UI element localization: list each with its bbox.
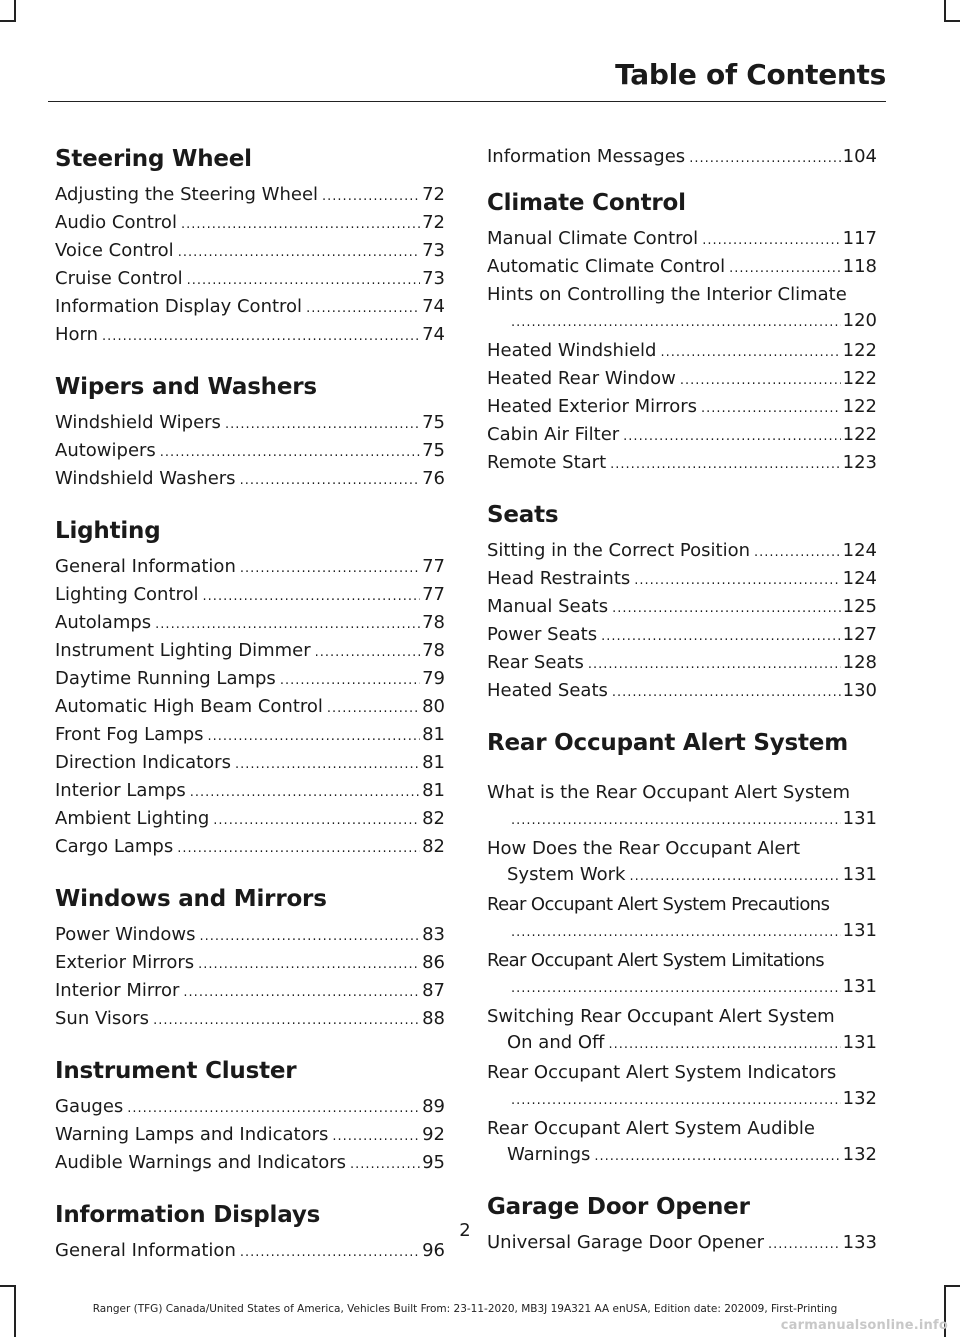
leader-dots [601,624,841,650]
toc-entry-page: 78 [422,612,445,633]
toc-entry[interactable] [487,1060,877,1114]
leader-dots [612,680,841,706]
leader-dots [729,256,841,282]
toc-entry-label: Rear Seats [487,652,584,673]
leader-dots [181,212,420,238]
leader-dots [610,452,840,478]
leader-dots [306,296,420,322]
toc-entry[interactable] [55,922,445,950]
toc-entry-label: Cruise Control [55,268,183,289]
leader-dots [660,340,840,366]
toc-entry-label: How Does the Rear Occupant Alert [487,838,801,859]
toc-entry-label: Sitting in the Correct Position [487,540,750,561]
toc-entry-page: 79 [422,668,445,689]
toc-entry-page: 132 [842,1144,877,1165]
toc-entry-page: 104 [842,146,877,167]
crop-mark [0,20,16,22]
leader-dots [225,412,420,438]
leader-dots [634,568,840,594]
toc-entry[interactable] [487,622,877,650]
toc-section [55,516,445,862]
toc-entry[interactable] [487,450,877,478]
toc-section-title: Information Displays [55,1202,321,1228]
toc-entry[interactable] [55,610,445,638]
toc-entry-label: Rear Occupant Alert System Precautions [487,894,830,915]
toc-entry-label: Interior Lamps [55,780,186,801]
toc-entry-page: 87 [422,980,445,1001]
toc-entry[interactable] [55,778,445,806]
leader-dots [511,920,841,946]
crop-mark [14,0,16,20]
leader-dots [240,1240,420,1266]
toc-entry-label: Power Seats [487,624,598,645]
toc-entry-page: 74 [422,324,445,345]
toc-left-column [55,144,445,1288]
toc-entry-label: Horn [55,324,99,345]
toc-entry-label: Heated Seats [487,680,608,701]
toc-entry[interactable] [55,582,445,610]
toc-entry[interactable] [55,694,445,722]
toc-entry[interactable] [55,722,445,750]
toc-entry[interactable] [55,182,445,210]
crop-mark [944,1285,960,1287]
leader-dots [623,424,840,450]
toc-entry[interactable] [487,226,877,254]
toc-entry-label: Autowipers [55,440,156,461]
leader-dots [127,1096,420,1122]
toc-entry-label: Head Restraints [487,568,631,589]
toc-entry-page: 82 [422,808,445,829]
toc-entry-label: System Work [507,864,626,885]
page-number: 2 [459,1220,471,1241]
toc-entry[interactable] [487,422,877,450]
toc-entry-label: Voice Control [55,240,174,261]
toc-entry-label: Cargo Lamps [55,836,174,857]
toc-entry-page: 82 [422,836,445,857]
toc-entry-label: Interior Mirror [55,980,180,1001]
leader-dots [702,228,840,254]
toc-entry-label: Direction Indicators [55,752,231,773]
toc-entry-label: Rear Occupant Alert System Audible [487,1118,815,1139]
toc-entry-label: Daytime Running Lamps [55,668,276,689]
toc-entry[interactable] [55,466,445,494]
toc-entry-page: 118 [842,256,877,277]
toc-section-title: Instrument Cluster [55,1058,297,1084]
toc-entry[interactable] [55,238,445,266]
toc-section [55,372,445,494]
toc-section [487,728,877,1170]
toc-entry[interactable] [55,978,445,1006]
leader-dots [612,596,841,622]
toc-entry[interactable] [487,1004,877,1058]
toc-entry-page: 130 [842,680,877,701]
toc-section [55,884,445,1034]
toc-entry[interactable] [55,1006,445,1034]
toc-entry-page: 132 [842,1088,877,1109]
toc-entry[interactable] [55,554,445,582]
toc-entry-page: 131 [842,864,877,885]
toc-entry-label: Front Fog Lamps [55,724,204,745]
toc-entry-page: 75 [422,440,445,461]
watermark: carmanualsonline.info [780,1318,948,1333]
toc-section-title: Wipers and Washers [55,374,317,400]
toc-entry[interactable] [55,1094,445,1122]
toc-entry-label: Cabin Air Filter [487,424,620,445]
toc-entry[interactable] [487,394,877,422]
toc-entry-page: 122 [842,396,877,417]
toc-section-title: Windows and Mirrors [55,886,327,912]
toc-entry-label: Rear Occupant Alert System Limitations [487,950,825,971]
toc-section-title: Climate Control [487,190,686,216]
toc-entry-page: 131 [842,920,877,941]
leader-dots [177,836,420,862]
toc-entry-label: Heated Rear Window [487,368,676,389]
leader-dots [689,146,840,172]
leader-dots [187,268,420,294]
toc-entry[interactable] [55,438,445,466]
toc-entry-page: 131 [842,808,877,829]
toc-entry-label: Switching Rear Occupant Alert System [487,1006,835,1027]
toc-entry-label: Windshield Wipers [55,412,221,433]
toc-entry[interactable] [487,254,877,282]
toc-entry-page: 73 [422,240,445,261]
leader-dots [102,324,420,350]
leader-dots [178,240,420,266]
toc-entry-page: 96 [422,1240,445,1261]
toc-entry-page: 127 [842,624,877,645]
leader-dots [594,1144,840,1170]
toc-entry[interactable] [487,836,877,890]
toc-entry-label: Adjusting the Steering Wheel [55,184,319,205]
toc-entry-label: Audible Warnings and Indicators [55,1152,346,1173]
toc-section [55,144,445,350]
toc-entry[interactable] [487,948,877,1002]
toc-entry-page: 80 [422,696,445,717]
toc-entry[interactable] [487,144,877,172]
toc-entry[interactable] [487,366,877,394]
toc-entry-label: Information Messages [487,146,686,167]
leader-dots [315,640,420,666]
toc-entry[interactable] [55,638,445,666]
page-header [48,58,886,102]
toc-entry[interactable] [487,566,877,594]
toc-entry-page: 95 [422,1152,445,1173]
toc-entry-label: Manual Climate Control [487,228,699,249]
toc-entry-page: 77 [422,584,445,605]
leader-dots [203,584,421,610]
toc-entry-label: What is the Rear Occupant Alert System [487,782,851,803]
toc-entry-label: Heated Windshield [487,340,657,361]
toc-entry-page: 81 [422,752,445,773]
toc-entry[interactable] [55,806,445,834]
toc-entry[interactable] [487,594,877,622]
leader-dots [608,1032,840,1058]
toc-entry-page: 78 [422,640,445,661]
leader-dots [183,980,420,1006]
toc-entry[interactable] [487,780,877,834]
leader-dots [240,468,421,494]
leader-dots [511,808,841,834]
toc-entry[interactable] [55,1122,445,1150]
toc-entry-label: Warning Lamps and Indicators [55,1124,329,1145]
toc-entry-page: 72 [422,212,445,233]
toc-section-title: Seats [487,502,559,528]
toc-entry-label: Manual Seats [487,596,609,617]
leader-dots [200,924,421,950]
leader-dots [327,696,420,722]
toc-entry-page: 131 [842,976,877,997]
toc-entry-page: 75 [422,412,445,433]
toc-section [487,500,877,706]
toc-entry-label: Instrument Lighting Dimmer [55,640,311,661]
toc-entry-page: 83 [422,924,445,945]
crop-mark [944,20,960,22]
toc-entry-page: 122 [842,368,877,389]
toc-entry-page: 74 [422,296,445,317]
toc-section-title: Lighting [55,518,161,544]
toc-entry-label: Heated Exterior Mirrors [487,396,698,417]
leader-dots [511,310,841,336]
toc-entry-page: 123 [842,452,877,473]
toc-entry-page: 124 [842,540,877,561]
toc-entry-label: Audio Control [55,212,177,233]
leader-dots [322,184,420,210]
leader-dots [511,1088,841,1114]
leader-dots [153,1008,420,1034]
toc-entry[interactable] [55,834,445,862]
toc-entry-label: Power Windows [55,924,196,945]
toc-entry-page: 81 [422,780,445,801]
toc-entry-page: 86 [422,952,445,973]
toc-entry[interactable] [55,950,445,978]
toc-entry[interactable] [487,1116,877,1170]
leader-dots [155,612,420,638]
toc-entry[interactable] [55,322,445,350]
leader-dots [588,652,841,678]
toc-entry[interactable] [487,538,877,566]
page-title: Table of Contents [615,58,886,91]
leader-dots [208,724,421,750]
leader-dots [701,396,841,422]
toc-section [55,1056,445,1178]
toc-entry-page: 117 [842,228,877,249]
crop-mark [944,0,946,20]
crop-mark [0,1285,16,1287]
toc-entry-page: 133 [842,1232,877,1253]
toc-entry-page: 76 [422,468,445,489]
leader-dots [350,1152,420,1178]
leader-dots [235,752,420,778]
toc-entry-label: Windshield Washers [55,468,236,489]
toc-entry[interactable] [487,338,877,366]
toc-entry-label: Information Display Control [55,296,303,317]
toc-entry[interactable] [55,1238,445,1266]
toc-entry-page: 72 [422,184,445,205]
toc-entry-label: General Information [55,1240,236,1261]
toc-entry[interactable] [487,282,877,336]
leader-dots [680,368,841,394]
toc-entry-label: Lighting Control [55,584,199,605]
toc-entry[interactable] [55,210,445,238]
toc-entry-page: 92 [422,1124,445,1145]
toc-section [487,188,877,478]
toc-entry-page: 122 [842,424,877,445]
toc-entry-page: 122 [842,340,877,361]
toc-entry-label: Automatic Climate Control [487,256,726,277]
leader-dots [190,780,420,806]
toc-entry[interactable] [55,1150,445,1178]
toc-entry-label: Autolamps [55,612,152,633]
toc-right-column [487,144,877,1280]
toc-entry[interactable] [55,410,445,438]
toc-entry-label: Sun Visors [55,1008,150,1029]
toc-entry-page: 131 [842,1032,877,1053]
toc-entry[interactable] [487,650,877,678]
toc-entry[interactable] [487,678,877,706]
leader-dots [198,952,420,978]
toc-entry-label: Gauges [55,1096,124,1117]
toc-entry[interactable] [55,266,445,294]
toc-entry-page: 89 [422,1096,445,1117]
toc-entry-page: 81 [422,724,445,745]
toc-entry-page: 88 [422,1008,445,1029]
toc-entry-page: 128 [842,652,877,673]
toc-entry-label: Ambient Lighting [55,808,210,829]
footer-edition-info: Ranger (TFG) Canada/United States of America, Vehicles Built From: 23-11-2020, MB3J 19A321 AA enUSA, Edition date: 202009, First-Printing [92,1303,838,1315]
toc-entry-page: 124 [842,568,877,589]
toc-entry-label: On and Off [507,1032,605,1053]
leader-dots [213,808,420,834]
toc-entry[interactable] [487,892,877,946]
leader-dots [332,1124,420,1150]
toc-section-continued [487,144,877,172]
leader-dots [280,668,420,694]
toc-section-title: Steering Wheel [55,146,252,172]
toc-section-title: Garage Door Opener [487,1194,750,1220]
toc-entry-label: Exterior Mirrors [55,952,195,973]
toc-entry[interactable] [55,294,445,322]
toc-entry[interactable] [55,666,445,694]
toc-entry-page: 77 [422,556,445,577]
toc-entry-label: Remote Start [487,452,607,473]
leader-dots [160,440,420,466]
toc-entry-page: 73 [422,268,445,289]
toc-entry-label: Universal Garage Door Opener [487,1232,765,1253]
leader-dots [511,976,841,1002]
toc-entry-page: 120 [842,310,877,331]
toc-entry-label: Warnings [507,1144,591,1165]
toc-entry[interactable] [55,750,445,778]
toc-section-title: Rear Occupant Alert System [487,730,848,756]
toc-entry-label: General Information [55,556,236,577]
toc-entry-label: Automatic High Beam Control [55,696,323,717]
toc-entry-label: Hints on Controlling the Interior Climate [487,284,847,305]
leader-dots [754,540,841,566]
toc-entry-page: 125 [842,596,877,617]
leader-dots [240,556,420,582]
leader-dots [629,864,840,890]
toc-entry-label: Rear Occupant Alert System Indicators [487,1062,837,1083]
